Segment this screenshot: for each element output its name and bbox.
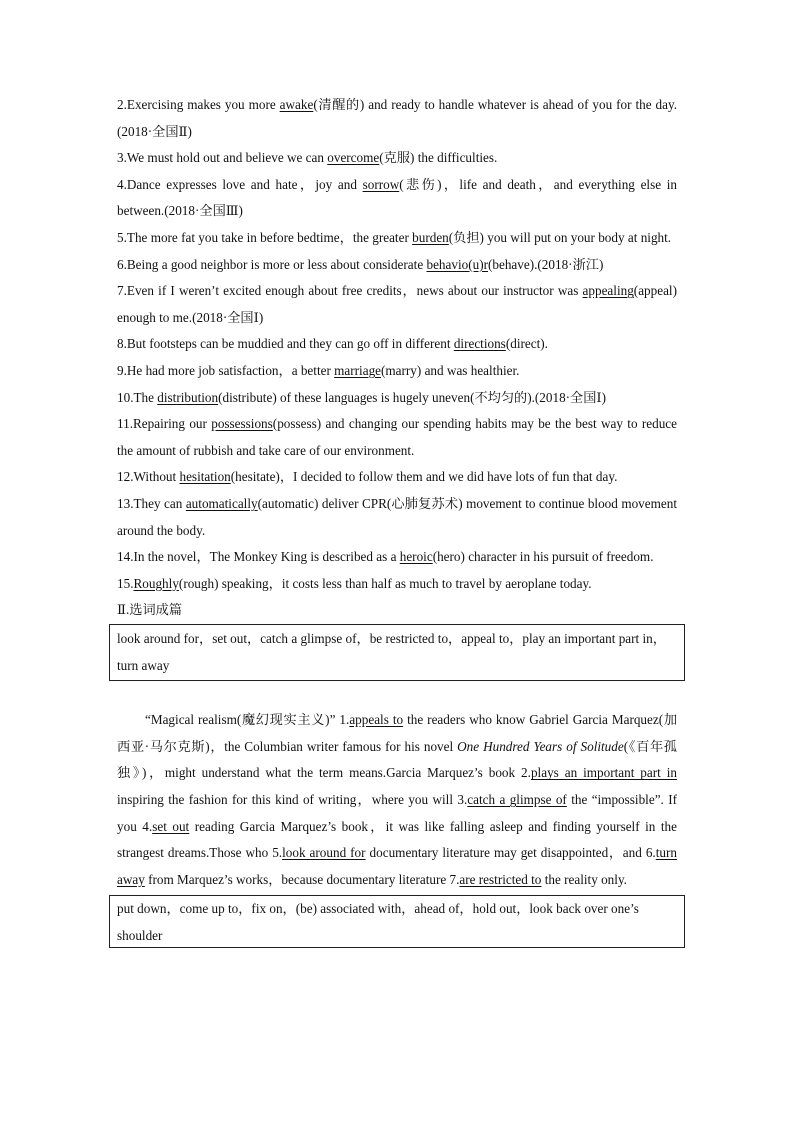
exercise-item: 9.He had more job satisfaction，a better marriage(marry) and was healthier. [117, 362, 520, 378]
answer: automatically [185, 495, 258, 511]
answer: appealing [582, 283, 634, 299]
answer: distribution [157, 389, 219, 405]
exercise-item: 6.Being a good neighbor is more or less about considerate behavio(u)r(behave).(2018·浙江) [117, 256, 604, 272]
exercise-list [117, 92, 677, 597]
word-box: look around for，set out，catch a glimpse of，be restricted to，appeal to，play an important part in，turn away [109, 624, 685, 681]
exercise-item: 11.Repairing our possessions(possess) and changing our spending habits may be the best way to reduce the amount of rubbish and take care of our environment. [117, 416, 677, 458]
answer: overcome [327, 150, 380, 166]
answer: sorrow [362, 176, 400, 192]
blank-answer-7: are restricted to [459, 871, 542, 887]
blank-answer-2: plays an important part in [530, 765, 677, 781]
exercise-item: 3.We must hold out and believe we can overcome(克服) the difficulties. [117, 150, 498, 166]
section-title: Ⅱ.选词成篇 [117, 602, 183, 618]
exercise-item: 15.Roughly(rough) speaking，it costs less than half as much to travel by aeroplane today. [117, 575, 592, 591]
exercise-item: 4.Dance expresses love and hate，joy and sorrow(悲伤)，life and death，and everything else in between.(2018·全国Ⅲ) [117, 176, 677, 219]
answer: burden [412, 229, 449, 245]
word-box: put down，come up to，fix on，(be) associated with，ahead of，hold out，look back over one’s shoulder [109, 895, 685, 948]
exercise-item: 14.In the novel，The Monkey King is described as a heroic(hero) character in his pursuit of freedom. [117, 549, 654, 565]
answer: behavio(u)r [426, 256, 488, 272]
exercise-item: 8.But footsteps can be muddied and they can go off in different directions(direct). [117, 336, 548, 352]
blank-answer-5: look around for [282, 845, 366, 861]
exercise-item: 13.They can automatically(automatic) deliver CPR(心肺复苏术) movement to continue blood movement around the body. [117, 495, 677, 538]
blank-answer-6: turn away [117, 845, 677, 887]
answer: hesitation [179, 469, 231, 485]
exercise-item: 10.The distribution(distribute) of these languages is hugely uneven(不均匀的).(2018·全国Ⅰ) [117, 389, 607, 405]
exercise-item: 5.The more fat you take in before bedtime，the greater burden(负担) you will put on your body at night. [117, 229, 672, 245]
passage: “Magical realism(魔幻现实主义)” 1.appeals to the readers who know Gabriel Garcia Marquez(加西亚·马尔克斯)，the Columbian writer famous for his novel One Hundred Years of Solitude(《百年孤独》)，might understand what the term means.Garcia Marquez’s book 2.plays an important part in inspiring the fashion for this kind of writing，where you will 3.catch a glimpse of the “impossible”. If you 4.set out reading Garcia Marquez’s book，it was like falling asleep and finding yourself in the strangest dreams.Those who 5.look around for documentary literature may get disappointed，and 6.turn away from Marquez’s works，because documentary literature 7.are restricted to the reality only. [117, 712, 678, 887]
answer: Roughly [133, 575, 179, 591]
answer: marriage [334, 362, 382, 378]
blank-answer-3: catch a glimpse of [467, 792, 567, 808]
exercise-item: 7.Even if I weren’t excited enough about free credits，news about our instructor was appealing(appeal) enough to me.(2018·全国Ⅰ) [117, 283, 677, 325]
worksheet-page [117, 92, 677, 948]
answer: directions [453, 336, 506, 352]
book-title: One Hundred Years of Solitude [457, 738, 624, 754]
answer: heroic [399, 549, 433, 565]
exercise-item: 12.Without hesitation(hesitate)，I decided to follow them and we did have lots of fun that day. [117, 469, 618, 485]
answer: possessions [211, 416, 273, 432]
exercise-item: 2.Exercising makes you more awake(清醒的) and ready to handle whatever is ahead of you for the day.(2018·全国Ⅱ) [117, 97, 678, 139]
blank-answer-4: set out [152, 818, 190, 834]
answer: awake [279, 97, 314, 112]
blank-answer-1: appeals to [349, 712, 404, 728]
